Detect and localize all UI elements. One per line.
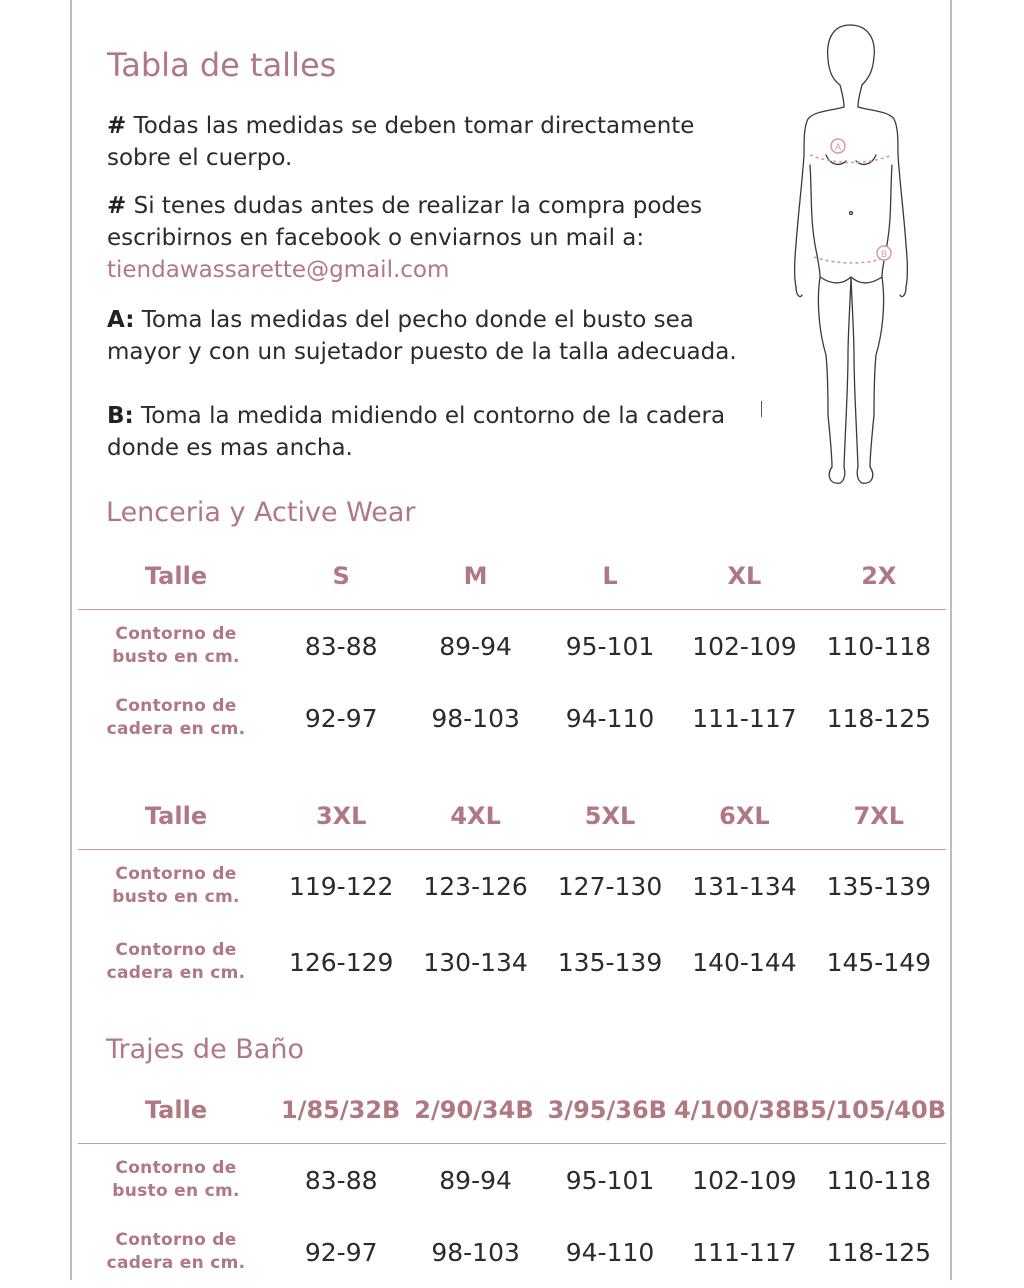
row-label-line: busto en cm.: [112, 887, 240, 907]
intro-paragraph-2: [107, 190, 747, 286]
table-cell: 95-101: [565, 631, 655, 661]
table-header-row: [78, 543, 946, 610]
measure-note-b: [107, 400, 747, 464]
table-cell: 89-94: [439, 1165, 512, 1195]
paragraph-marker: #: [107, 113, 127, 139]
paragraph-marker: B:: [107, 403, 134, 429]
table-cell: 102-109: [692, 631, 797, 661]
body-figure-illustration: [780, 15, 930, 490]
right-border-line: [950, 0, 952, 1280]
left-border-line: [70, 0, 72, 1280]
size-header: 1/85/32B: [280, 1096, 401, 1124]
row-label: [78, 1229, 274, 1275]
table-cell: 89-94: [439, 631, 512, 661]
table-row-cadera: [78, 682, 946, 754]
table-cell: 111-117: [692, 703, 797, 733]
row-label-line: Contorno de: [115, 864, 237, 884]
marker-b-badge: [877, 246, 891, 260]
size-header: 5XL: [584, 802, 636, 830]
size-table-lenceria-2: [78, 783, 946, 1002]
table-row-busto: [78, 1144, 946, 1216]
size-header: 3/95/36B: [547, 1096, 667, 1124]
size-header: M: [463, 562, 488, 590]
table-cell: 98-103: [431, 1237, 520, 1267]
paragraph-text: Toma la medida midiendo el contorno de la cadera donde es mas ancha.: [107, 403, 726, 461]
page-title: Tabla de talles: [107, 46, 337, 84]
paragraph-marker: #: [107, 193, 127, 219]
row-label-line: cadera en cm.: [106, 1253, 246, 1273]
section-title-trajes-de-bano: Trajes de Baño: [106, 1034, 304, 1065]
table-cell: 92-97: [304, 703, 378, 733]
paragraph-text: Si tenes dudas antes de realizar la compra podes escribirnos en facebook o enviarnos un mail a:: [107, 193, 703, 251]
size-header: 6XL: [719, 802, 770, 830]
table-cell: 140-144: [692, 947, 797, 977]
contact-email-link[interactable]: tiendawassarette@gmail.com: [107, 257, 450, 283]
size-table-trajes-de-bano: [78, 1077, 946, 1288]
table-cell: 135-139: [557, 947, 663, 977]
table-row-busto: [78, 850, 946, 922]
row-label: [78, 623, 274, 669]
row-label-line: busto en cm.: [112, 647, 240, 667]
marker-a-badge: [831, 139, 845, 153]
row-label-line: cadera en cm.: [106, 963, 246, 983]
table-cell: 110-118: [826, 1165, 932, 1195]
size-header: 2X: [861, 562, 897, 590]
table-cell: 145-149: [826, 947, 932, 977]
row-label-line: Contorno de: [115, 940, 237, 960]
table-row-cadera: [78, 922, 946, 1002]
table-row-busto: [78, 610, 946, 682]
text-cursor-mark: [761, 401, 762, 417]
hip-measure-line: [814, 257, 888, 263]
size-table-lenceria-1: [78, 543, 946, 754]
row-label: [78, 1157, 274, 1203]
row-label-line: Contorno de: [115, 1230, 237, 1250]
table-cell: 135-139: [826, 871, 932, 901]
measure-note-a: [107, 304, 747, 368]
bust-measure-line: [810, 155, 892, 163]
table-cell: 83-88: [304, 631, 378, 661]
table-cell: 110-118: [826, 631, 932, 661]
row-label-line: Contorno de: [115, 1158, 237, 1178]
table-cell: 127-130: [557, 871, 663, 901]
size-header: 4XL: [450, 802, 501, 830]
paragraph-text: Toma las medidas del pecho donde el busto sea mayor y con un sujetador puesto de la talla adecuada.: [107, 307, 737, 365]
row-label: [78, 695, 274, 741]
table-cell: 98-103: [431, 703, 520, 733]
table-cell: 131-134: [692, 871, 797, 901]
table-cell: 130-134: [423, 947, 528, 977]
table-header-row: [78, 1077, 946, 1144]
paragraph-text: Todas las medidas se deben tomar directamente sobre el cuerpo.: [107, 113, 695, 171]
table-cell: 119-122: [288, 871, 394, 901]
marker-a-label: A: [834, 142, 842, 152]
table-cell: 92-97: [304, 1237, 378, 1267]
table-cell: 83-88: [304, 1165, 378, 1195]
size-header: 7XL: [853, 802, 905, 830]
size-header: S: [332, 562, 350, 590]
row-label: [78, 863, 274, 909]
header-label: Talle: [144, 1096, 208, 1124]
table-cell: 111-117: [692, 1237, 797, 1267]
row-label-line: cadera en cm.: [106, 719, 246, 739]
row-label-line: Contorno de: [115, 624, 237, 644]
table-cell: 94-110: [565, 1237, 655, 1267]
size-header: 4/100/38B: [673, 1096, 810, 1124]
row-label-line: busto en cm.: [112, 1181, 240, 1201]
section-title-lenceria: Lenceria y Active Wear: [106, 497, 416, 528]
table-row-cadera: [78, 1216, 946, 1288]
size-header: 5/105/40B: [809, 1096, 946, 1124]
table-cell: 126-129: [288, 947, 394, 977]
intro-paragraph-1: [107, 110, 747, 174]
table-cell: 102-109: [692, 1165, 797, 1195]
header-label: Talle: [144, 562, 208, 590]
table-header-row: [78, 783, 946, 850]
table-cell: 123-126: [423, 871, 528, 901]
table-cell: 118-125: [826, 703, 932, 733]
table-cell: 118-125: [826, 1237, 932, 1267]
paragraph-marker: A:: [107, 307, 135, 333]
size-header: 2/90/34B: [414, 1096, 534, 1124]
row-label-line: Contorno de: [115, 696, 237, 716]
size-header: XL: [727, 562, 762, 590]
size-header: L: [602, 562, 618, 590]
row-label: [78, 939, 274, 985]
header-label: Talle: [144, 802, 208, 830]
size-header: 3XL: [315, 802, 367, 830]
marker-b-label: B: [880, 249, 888, 259]
table-cell: 95-101: [565, 1165, 655, 1195]
table-cell: 94-110: [565, 703, 655, 733]
